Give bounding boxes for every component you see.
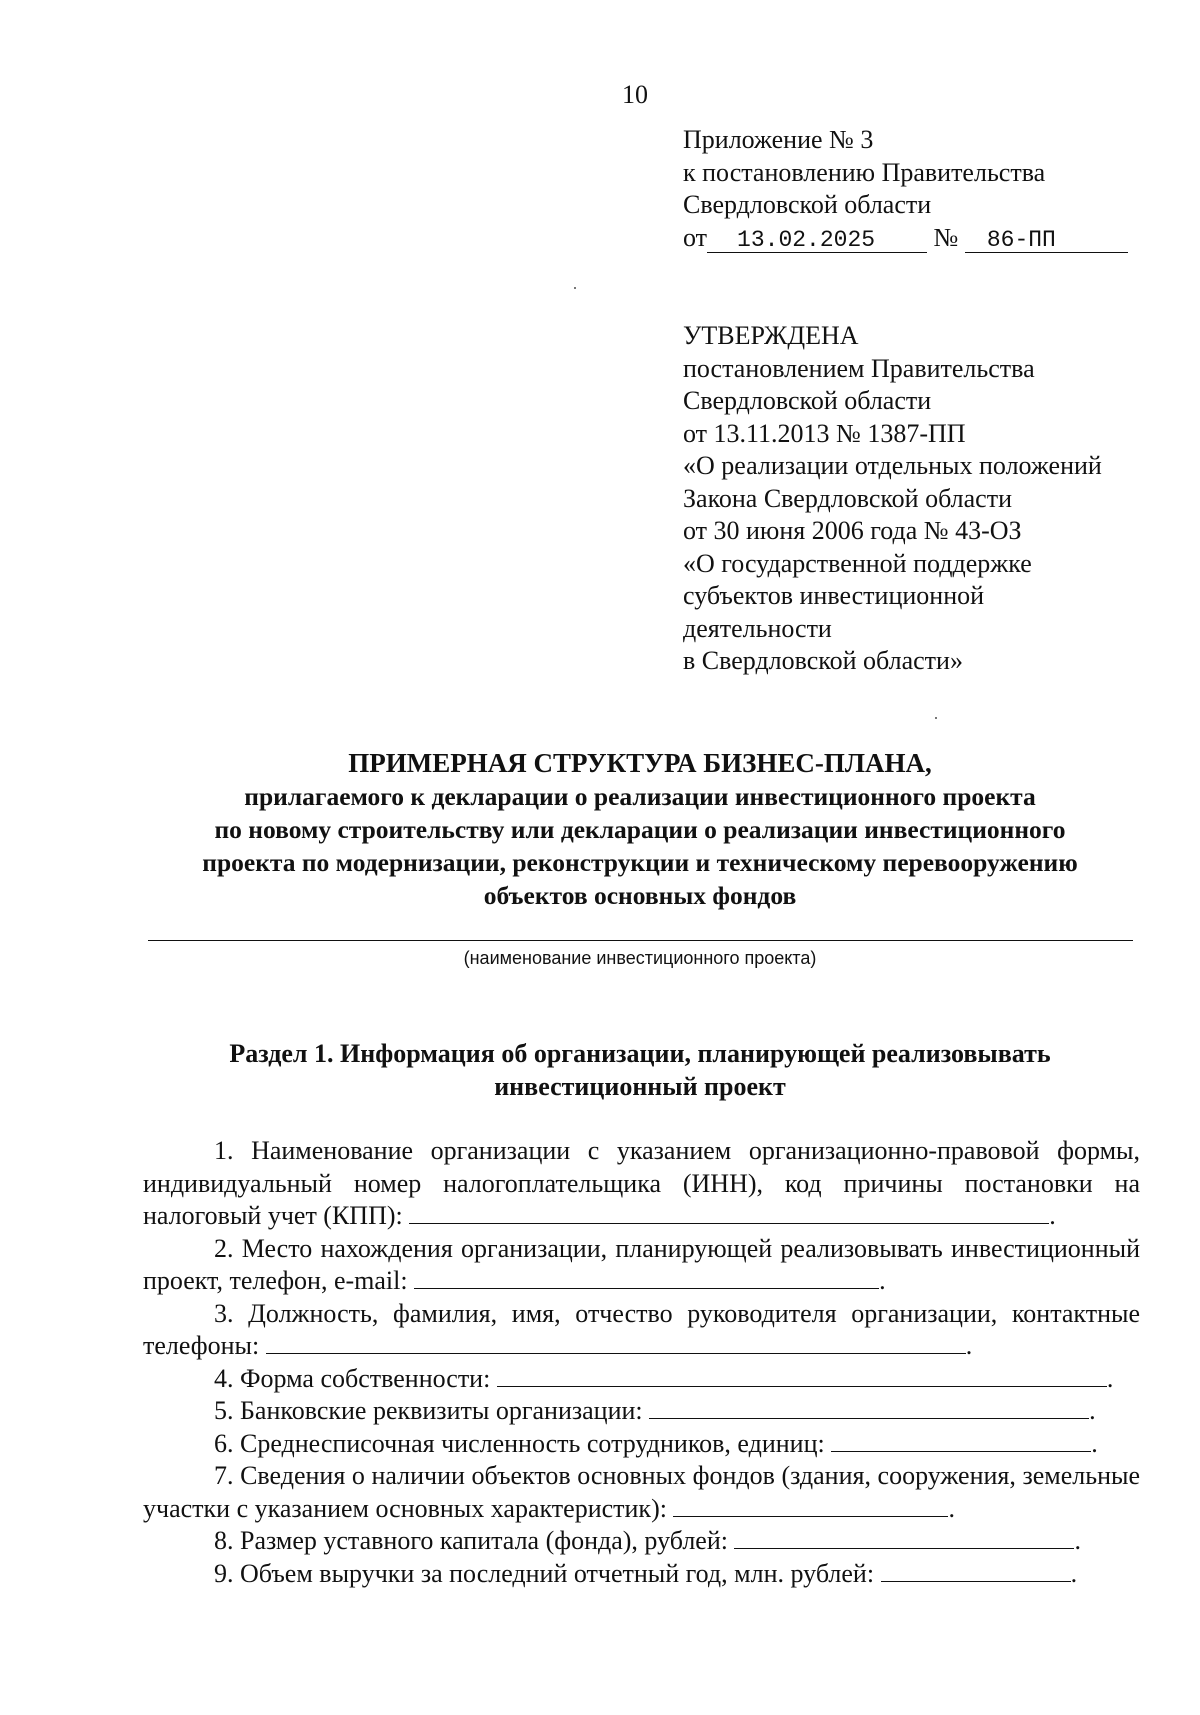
item-text: 2. Место нахождения организации, планирующей реализовывать инвестиционный проект, телефон, e-mail: [143, 1233, 1140, 1295]
item-text: 6. Среднесписочная численность сотрудников, единиц: [214, 1428, 825, 1458]
item-end: . [948, 1493, 955, 1523]
annex-block [683, 124, 1128, 254]
title-line: объектов основных фондов [483, 881, 797, 910]
fill-in-blank [734, 1526, 1074, 1549]
item-text: 3. Должность, фамилия, имя, отчество руководителя организации, контактные телефоны: [143, 1298, 1140, 1360]
approved-line: Закона Свердловской области [683, 483, 1012, 513]
item-end: . [1074, 1526, 1081, 1555]
section-title-line: инвестиционный проект [494, 1072, 786, 1101]
fill-in-blank [831, 1429, 1091, 1452]
fill-in-blank [649, 1396, 1089, 1419]
decree-date: 13.02.2025 [707, 228, 927, 253]
list-item [143, 1460, 1140, 1525]
item-end: . [1106, 1363, 1114, 1393]
approved-line: деятельности [683, 613, 832, 643]
item-end: . [1070, 1558, 1078, 1588]
item-end: . [1089, 1396, 1096, 1425]
approved-line: от 30 июня 2006 года № 43-ОЗ [683, 516, 1022, 545]
list-item [143, 1558, 1140, 1591]
approved-heading: УТВЕРЖДЕНА [683, 321, 859, 350]
decree-number: 86-ПП [965, 228, 1128, 253]
approved-line: субъектов инвестиционной [683, 581, 985, 610]
item-text: 5. Банковские реквизиты организации: [214, 1396, 643, 1425]
list-item [143, 1428, 1140, 1461]
title-line: проекта по модернизации, реконструкции и техническому перевооружению [202, 848, 1078, 877]
scan-speck [935, 717, 937, 719]
project-name-caption: (наименование инвестиционного проекта) [463, 948, 817, 968]
document-title [145, 747, 1135, 912]
item-end: . [1091, 1428, 1098, 1458]
list-item [143, 1363, 1140, 1396]
fill-in-blank [266, 1331, 966, 1354]
approved-line: от 13.11.2013 № 1387-ПП [683, 418, 966, 448]
list-item [143, 1525, 1140, 1558]
item-text: 8. Размер уставного капитала (фонда), рублей: [214, 1526, 728, 1555]
annex-line: к постановлению Правительства [683, 157, 1046, 187]
title-line: ПРИМЕРНАЯ СТРУКТУРА БИЗНЕС-ПЛАНА, [348, 748, 932, 778]
item-end: . [1049, 1201, 1056, 1230]
list-item [143, 1233, 1140, 1298]
approved-line: «О реализации отдельных положений [683, 451, 1102, 480]
fill-in-blank [414, 1266, 879, 1289]
project-name-line [148, 940, 1133, 941]
fill-in-blank [497, 1364, 1107, 1387]
fill-in-blank [409, 1201, 1049, 1224]
item-text: 4. Форма собственности: [214, 1363, 491, 1393]
fill-in-blank [673, 1494, 948, 1517]
approved-line: постановлением Правительства [683, 353, 1035, 383]
scan-speck [574, 287, 576, 289]
item-text: 7. Сведения о наличии объектов основных фондов (здания, сооружения, земельные участки с указанием основных характеристик): [143, 1461, 1140, 1523]
section-title [145, 1037, 1135, 1103]
item-text: 9. Объем выручки за последний отчетный год, млн. рублей: [214, 1558, 875, 1588]
annex-line: Свердловской области [683, 190, 932, 219]
annex-title: Приложение № 3 [683, 125, 874, 154]
from-label: от [683, 222, 708, 252]
approved-line: Свердловской области [683, 386, 932, 415]
section-title-line: Раздел 1. Информация об организации, планирующей реализовывать [229, 1039, 1051, 1068]
item-end: . [879, 1266, 886, 1295]
title-line: прилагаемого к декларации о реализации инвестиционного проекта [244, 782, 1036, 811]
number-label: № [933, 222, 959, 252]
list-item [143, 1135, 1140, 1233]
title-line: по новому строительству или декларации о реализации инвестиционного [214, 815, 1066, 844]
item-end: . [965, 1331, 973, 1360]
fill-in-blank [881, 1559, 1071, 1582]
item-text: 1. Наименование организации с указанием организационно-правовой формы, индивидуальный номер налогоплательщика (ИНН), код причины постановки на налоговый учет (КПП): [143, 1136, 1140, 1230]
approved-line: в Свердловской области» [683, 646, 963, 675]
approved-block [683, 320, 1102, 678]
annex-date-number-line [683, 222, 1128, 255]
page-number: 10 [622, 80, 648, 109]
section-items [143, 1135, 1140, 1590]
list-item [143, 1395, 1140, 1428]
approved-line: «О государственной поддержке [683, 548, 1032, 578]
list-item [143, 1298, 1140, 1363]
